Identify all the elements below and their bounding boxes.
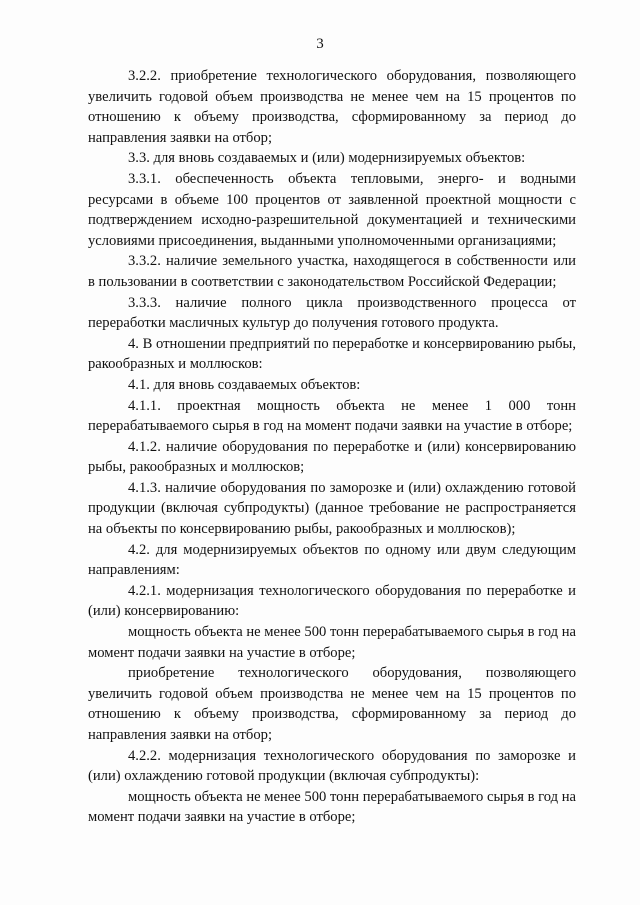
paragraph-4-2-2: 4.2.2. модернизация технологического оборудования по заморозке и (или) охлаждению готовой продукции (включая субпродукты): bbox=[88, 747, 576, 785]
paragraph-4-2-1-equipment: приобретение технологического оборудования, позволяющего увеличить годовой объем производства не менее чем на 15 процентов по отношению к объему производства, сформированному за период до направления заявки на отбор; bbox=[88, 665, 576, 743]
paragraph-3-3: 3.3. для вновь создаваемых и (или) модернизируемых объектов: bbox=[128, 150, 526, 167]
page-number: 3 bbox=[316, 36, 324, 52]
paragraph-4-2-2-capacity: мощность объекта не менее 500 тонн перерабатываемого сырья в год на момент подачи заявки на участие в отборе; bbox=[88, 788, 577, 826]
paragraph-4-1-1: 4.1.1. проектная мощность объекта не менее 1 000 тонн перерабатываемого сырья в год на момент подачи заявки на участие в отборе; bbox=[88, 397, 576, 435]
paragraph-3-2-2: 3.2.2. приобретение технологического оборудования, позволяющего увеличить годовой объем производства не менее чем на 15 процентов по отношению к объему производства, сформированному за период до направления заявки на отбор; bbox=[88, 68, 576, 146]
paragraph-4-2-1: 4.2.1. модернизация технологического оборудования по переработке и (или) консервированию: bbox=[88, 582, 576, 620]
paragraph-4-2-1-capacity: мощность объекта не менее 500 тонн перерабатываемого сырья в год на момент подачи заявки на участие в отборе; bbox=[88, 624, 577, 661]
paragraph-4-1-3: 4.1.3. наличие оборудования по заморозке и (или) охлаждению готовой продукции (включая субпродукты) (данное требование не распространяется на объекты по консервированию рыбы, ракообразных и моллюсков); bbox=[88, 479, 576, 538]
paragraph-4-2: 4.2. для модернизируемых объектов по одному или двум следующим направлениям: bbox=[88, 541, 576, 579]
paragraph-3-3-2: 3.3.2. наличие земельного участка, находящегося в собственности или в пользовании в соответствии с законодательством Российской Федерации; bbox=[88, 253, 576, 290]
paragraph-4: 4. В отношении предприятий по переработке и консервированию рыбы, ракообразных и моллюсков: bbox=[88, 335, 576, 373]
paragraph-3-3-3: 3.3.3. наличие полного цикла производственного процесса от переработки масличных культур до получения готового продукта. bbox=[88, 294, 576, 332]
paragraph-3-3-1: 3.3.1. обеспеченность объекта тепловыми, энерго- и водными ресурсами в объеме 100 процентов от заявленной проектной мощности с подтверждением исходно-разрешительной документацией и техническими условиями присоединения, выданными уполномоченными организациями; bbox=[88, 170, 576, 249]
document-body bbox=[88, 66, 576, 828]
paragraph-4-1: 4.1. для вновь создаваемых объектов: bbox=[128, 376, 361, 393]
paragraph-4-1-2: 4.1.2. наличие оборудования по переработке и (или) консервированию рыбы, ракообразных и моллюсков; bbox=[88, 438, 576, 476]
